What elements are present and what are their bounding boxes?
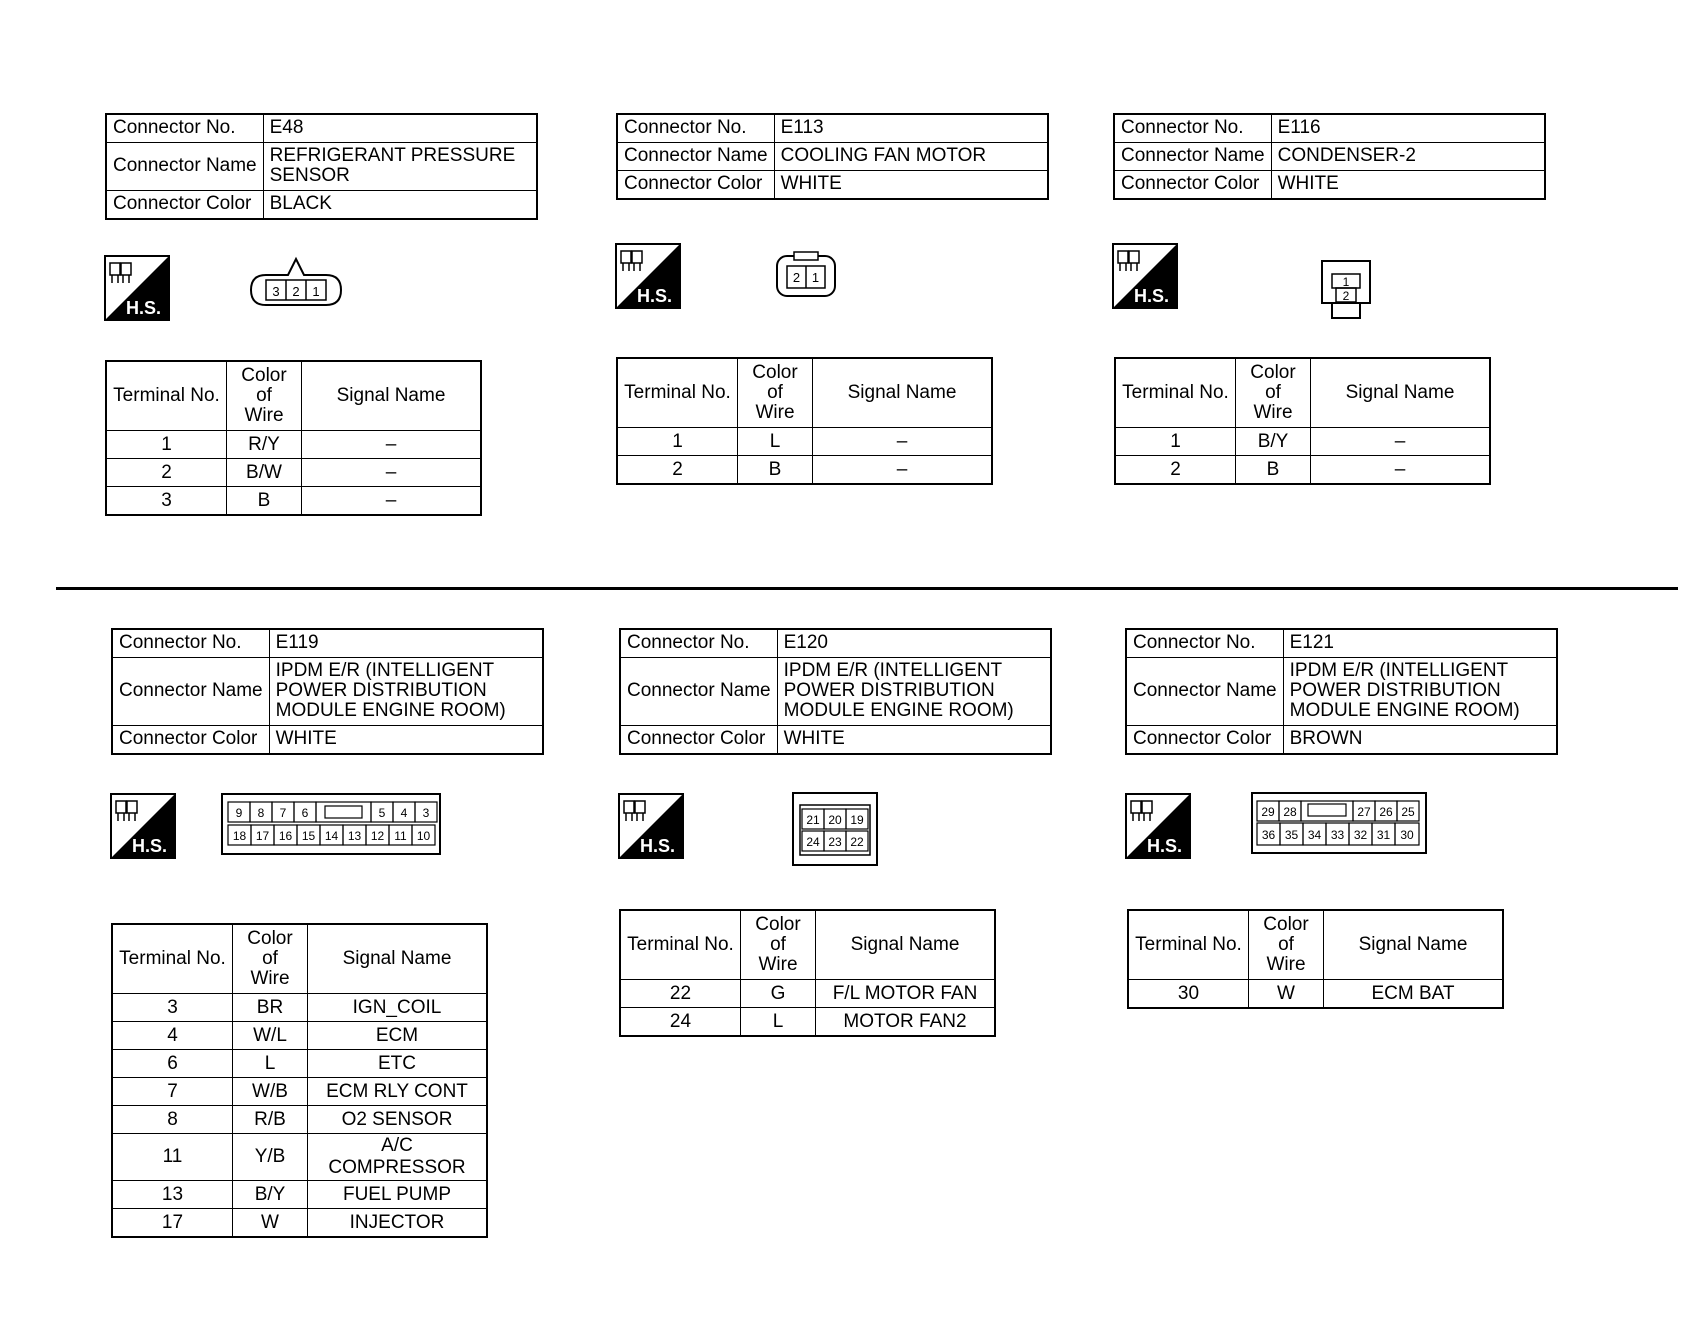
connector-color-label: Connector Color (1126, 726, 1283, 755)
table-row: 3 BR IGN_COIL (112, 994, 487, 1022)
hs-label: H.S. (126, 298, 162, 318)
connector-name-line: POWER DISTRIBUTION (1289, 680, 1501, 701)
pin-label: 10 (416, 829, 431, 843)
pin-label: 6 (301, 806, 309, 820)
table-row: 13 B/Y FUEL PUMP (112, 1181, 487, 1209)
connector-name-line: IPDM E/R (INTELLIGENT (783, 660, 1003, 681)
pin-label: 25 (1401, 805, 1415, 819)
pin-label: 14 (324, 829, 339, 843)
connector-name-line: MODULE ENGINE ROOM) (783, 700, 1014, 721)
table-row: 2 B – (617, 456, 992, 485)
pin-label: 2 (1342, 289, 1350, 303)
harness-side-icon (615, 243, 681, 309)
pin-label: 17 (255, 829, 270, 843)
wire-color-header: Color of Wire (738, 358, 813, 428)
pin-label: 30 (1400, 828, 1414, 842)
pin-label: 32 (1353, 828, 1368, 842)
terminal-table-e116 (1114, 357, 1491, 485)
connector-info-e119 (111, 628, 544, 755)
table-row: 4 W/L ECM (112, 1022, 487, 1050)
connector-no-value: E121 (1283, 629, 1557, 658)
harness-side-icon (1112, 243, 1178, 309)
connector-name-line: IPDM E/R (INTELLIGENT (275, 660, 495, 681)
connector-color-value: BROWN (1283, 726, 1557, 755)
hs-label: H.S. (1134, 286, 1170, 306)
pin-label: 5 (378, 806, 386, 820)
connector-color-label: Connector Color (620, 726, 777, 755)
table-row: 8 R/B O2 SENSOR (112, 1106, 487, 1134)
connector-color-label: Connector Color (106, 191, 263, 220)
pin-label: 26 (1379, 805, 1393, 819)
connector-color-value: BLACK (263, 191, 537, 220)
connector-name-line: MODULE ENGINE ROOM) (1289, 700, 1520, 721)
connector-name-label: Connector Name (106, 143, 263, 191)
pin-label: 19 (850, 813, 864, 827)
hs-label: H.S. (132, 836, 168, 856)
connector-name-line: COOLING FAN MOTOR (774, 143, 1048, 171)
pin-label: 18 (232, 829, 247, 843)
table-row: 22 G F/L MOTOR FAN (620, 980, 995, 1008)
connector-no-label: Connector No. (112, 629, 269, 658)
terminal-no-header: Terminal No. (620, 910, 741, 980)
signal-name-header: Signal Name (816, 910, 996, 980)
pin-label: 33 (1330, 828, 1345, 842)
connector-color-value: WHITE (774, 171, 1048, 200)
signal-name-header: Signal Name (813, 358, 993, 428)
table-row: 1 L – (617, 428, 992, 456)
pin-label: 21 (806, 813, 820, 827)
signal-name-header: Signal Name (1324, 910, 1504, 980)
pin-label: 4 (400, 806, 408, 820)
table-row: 7 W/B ECM RLY CONT (112, 1078, 487, 1106)
connector-no-label: Connector No. (1126, 629, 1283, 658)
hs-label: H.S. (1147, 836, 1183, 856)
connector-no-value: E120 (777, 629, 1051, 658)
pin-label: 1 (811, 270, 820, 285)
pin-label: 7 (279, 806, 287, 820)
connector-name-label: Connector Name (1114, 143, 1271, 171)
table-row: 30 W ECM BAT (1128, 980, 1503, 1009)
table-row: 6 L ETC (112, 1050, 487, 1078)
connector-no-label: Connector No. (1114, 114, 1271, 143)
connector-face-e120 (792, 792, 878, 866)
terminal-no-header: Terminal No. (1128, 910, 1249, 980)
pin-label: 28 (1283, 805, 1297, 819)
connector-color-value: WHITE (269, 726, 543, 755)
pin-label: 36 (1261, 828, 1276, 842)
pin-label: 3 (422, 806, 430, 820)
pin-label: 35 (1284, 828, 1299, 842)
pin-label: 22 (850, 835, 864, 849)
hs-label: H.S. (640, 836, 676, 856)
connector-info-e116 (1113, 113, 1546, 200)
pin-label: 2 (292, 284, 300, 299)
pin-label: 1 (312, 284, 320, 299)
connector-face-e121 (1251, 792, 1427, 854)
terminal-no-header: Terminal No. (106, 361, 227, 431)
wire-color-header: Color of Wire (1236, 358, 1311, 428)
terminal-no-header: Terminal No. (617, 358, 738, 428)
connector-name-label: Connector Name (1126, 658, 1283, 726)
terminal-table-e121 (1127, 909, 1504, 1009)
connector-no-label: Connector No. (620, 629, 777, 658)
table-row: 2 B/W – (106, 459, 481, 487)
connector-no-label: Connector No. (106, 114, 263, 143)
connector-color-value: WHITE (1271, 171, 1545, 200)
wire-color-header: Color of Wire (741, 910, 816, 980)
terminal-table-e113 (616, 357, 993, 485)
signal-name-header: Signal Name (302, 361, 482, 431)
connector-face-e116 (1318, 258, 1374, 322)
signal-name-header: Signal Name (308, 924, 488, 994)
connector-name-line: POWER DISTRIBUTION (275, 680, 487, 701)
connector-no-value: E116 (1271, 114, 1545, 143)
connector-color-value: WHITE (777, 726, 1051, 755)
terminal-table-e119 (111, 923, 488, 1238)
signal-name-header: Signal Name (1311, 358, 1491, 428)
connector-color-label: Connector Color (617, 171, 774, 200)
pin-label: 27 (1357, 805, 1371, 819)
pin-label: 20 (828, 813, 842, 827)
connector-no-label: Connector No. (617, 114, 774, 143)
pin-label: 12 (370, 829, 385, 843)
connector-name-label: Connector Name (617, 143, 774, 171)
connector-color-label: Connector Color (112, 726, 269, 755)
wire-color-header: Color of Wire (1249, 910, 1324, 980)
wire-color-header: Color of Wire (227, 361, 302, 431)
pin-label: 31 (1376, 828, 1391, 842)
connector-info-e113 (616, 113, 1049, 200)
pin-label: 16 (278, 829, 293, 843)
table-row: 24 L MOTOR FAN2 (620, 1008, 995, 1037)
connector-name-line: SENSOR (269, 165, 350, 186)
hs-label: H.S. (637, 286, 673, 306)
connector-name-line: MODULE ENGINE ROOM) (275, 700, 506, 721)
table-row: 2 B – (1115, 456, 1490, 485)
connector-color-label: Connector Color (1114, 171, 1271, 200)
connector-name-label: Connector Name (112, 658, 269, 726)
connector-face-e48 (246, 255, 346, 311)
connector-no-value: E113 (774, 114, 1048, 143)
terminal-table-e48 (105, 360, 482, 516)
pin-label: 13 (347, 829, 362, 843)
table-row: 17 W INJECTOR (112, 1209, 487, 1238)
table-row: 11 Y/B A/C COMPRESSOR (112, 1134, 487, 1181)
table-row: 1 B/Y – (1115, 428, 1490, 456)
connector-name-line: CONDENSER-2 (1271, 143, 1545, 171)
connector-info-e48 (105, 113, 538, 220)
connector-face-e113 (774, 250, 840, 300)
connector-info-e121 (1125, 628, 1558, 755)
harness-side-icon (1125, 793, 1191, 859)
connector-face-e119 (221, 793, 441, 855)
connector-name-line: IPDM E/R (INTELLIGENT (1289, 660, 1509, 681)
pin-label: 11 (394, 829, 407, 843)
terminal-no-header: Terminal No. (1115, 358, 1236, 428)
pin-label: 23 (828, 835, 842, 849)
table-row: 3 B – (106, 487, 481, 516)
wire-color-header: Color of Wire (233, 924, 308, 994)
pin-label: 1 (1342, 275, 1350, 289)
pin-label: 3 (272, 284, 280, 299)
connector-name-line: POWER DISTRIBUTION (783, 680, 995, 701)
connector-info-e120 (619, 628, 1052, 755)
pin-label: 15 (301, 829, 316, 843)
pin-label: 29 (1261, 805, 1275, 819)
harness-side-icon (110, 793, 176, 859)
harness-side-icon (618, 793, 684, 859)
pin-label: 24 (806, 835, 820, 849)
pin-label: 2 (792, 270, 801, 285)
pin-label: 9 (235, 806, 243, 820)
harness-side-icon (104, 255, 170, 321)
pin-label: 34 (1307, 828, 1322, 842)
terminal-no-header: Terminal No. (112, 924, 233, 994)
section-divider (56, 587, 1678, 590)
terminal-table-e120 (619, 909, 996, 1037)
connector-no-value: E48 (263, 114, 537, 143)
pin-label: 8 (257, 806, 265, 820)
table-row: 1 R/Y – (106, 431, 481, 459)
connector-name-label: Connector Name (620, 658, 777, 726)
connector-no-value: E119 (269, 629, 543, 658)
connector-name-line: REFRIGERANT PRESSURE (269, 145, 516, 166)
